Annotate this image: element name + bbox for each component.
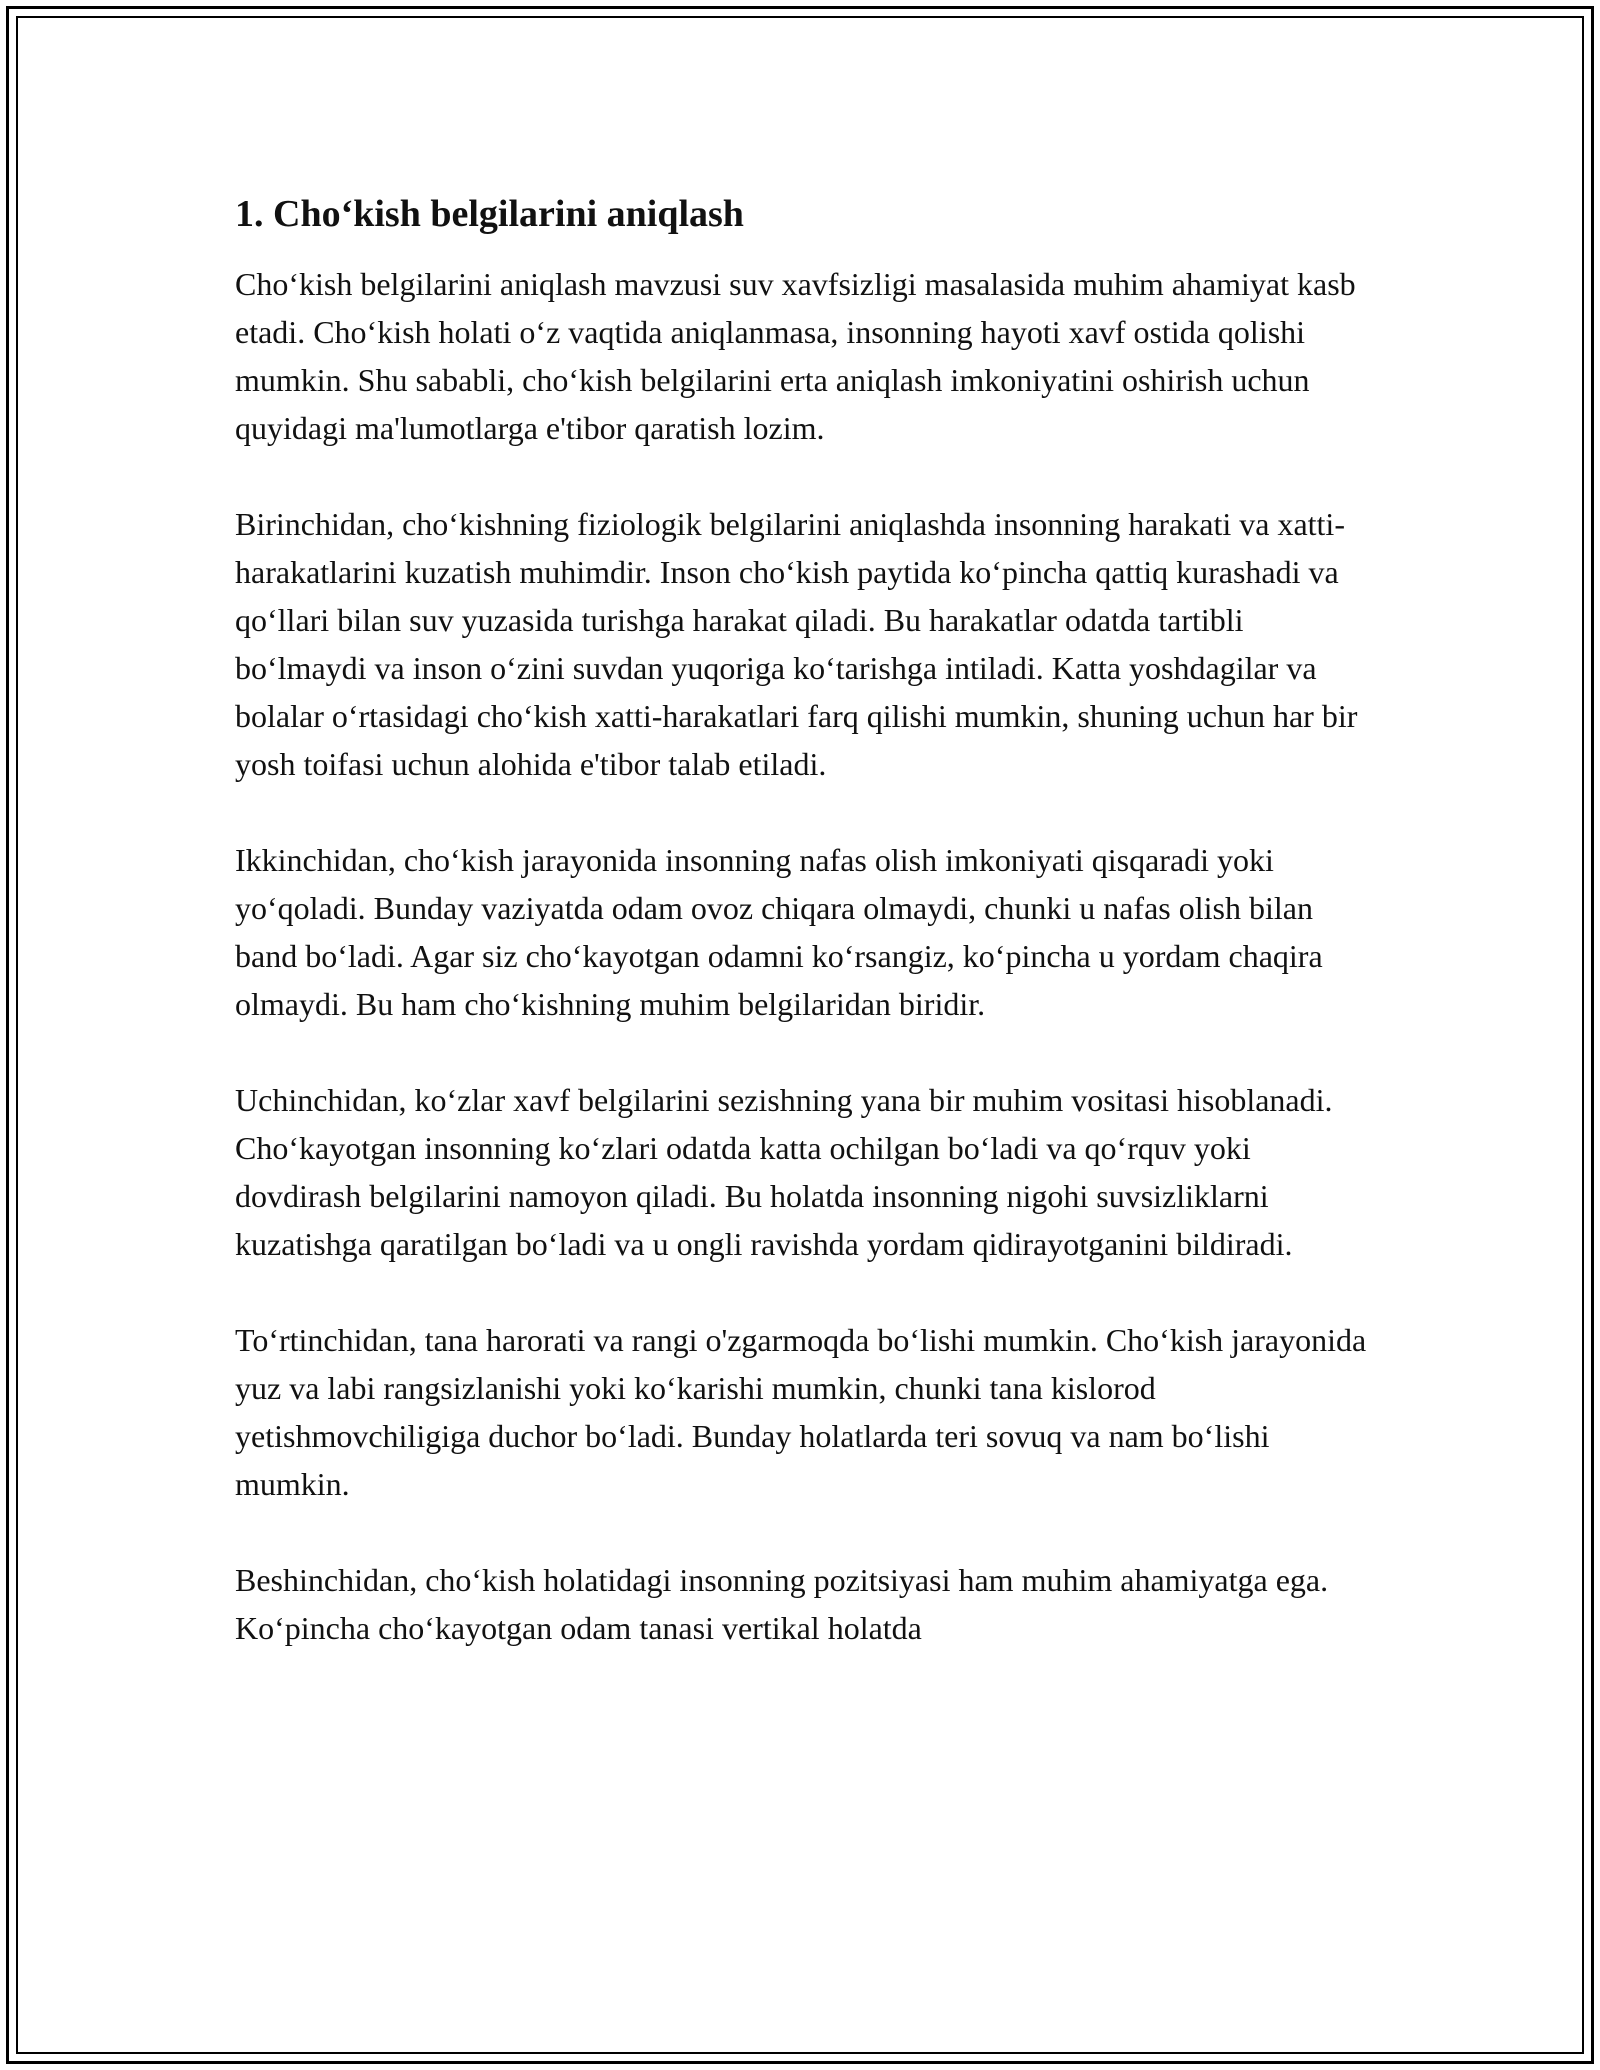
paragraph-intro: Cho‘kish belgilarini aniqlash mavzusi suv xavfsizligi masalasida muhim ahamiyat kasb etadi. Cho‘kish holati o‘z vaqtida aniqlanmasa, insonning hayoti xavf ostida qolishi mumkin. Shu sababli, cho‘kish belgilarini erta aniqlash imkoniyatini oshirish uchun quyidagi ma'lumotlarga e'tibor qaratish lozim. [235, 266, 1356, 446]
paragraph-first: Birinchidan, cho‘kishning fiziologik belgilarini aniqlashda insonning harakati va xatti-harakatlarini kuzatish muhimdir. Inson cho‘kish paytida ko‘pincha qattiq kurashadi va qo‘llari bilan suv yuzasida turishga harakat qiladi. Bu harakatlar odatda tartibli bo‘lmaydi va inson o‘zini suvdan yuqoriga ko‘tarishga intiladi. Katta yoshdagilar va bolalar o‘rtasidagi cho‘kish xatti-harakatlari farq qilishi mumkin, shuning uchun har bir yosh toifasi uchun alohida e'tibor talab etiladi. [235, 506, 1358, 782]
document-body [235, 186, 1375, 1700]
paragraph-fifth: Beshinchidan, cho‘kish holatidagi insonning pozitsiyasi ham muhim ahamiyatga ega. Ko‘pincha cho‘kayotgan odam tanasi vertikal holatda [235, 1562, 1329, 1646]
section-heading: 1. Cho‘kish belgilarini aniqlash [235, 193, 744, 235]
paragraph-third: Uchinchidan, ko‘zlar xavf belgilarini sezishning yana bir muhim vositasi hisoblanadi. Cho‘kayotgan insonning ko‘zlari odatda katta ochilgan bo‘ladi va qo‘rquv yoki dovdirash belgilarini namoyon qiladi. Bu holatda insonning nigohi suvsizliklarni kuzatishga qaratilgan bo‘ladi va u ongli ravishda yordam qidirayotganini bildiradi. [235, 1082, 1333, 1262]
paragraph-fourth: To‘rtinchidan, tana harorati va rangi o'zgarmoqda bo‘lishi mumkin. Cho‘kish jarayonida yuz va labi rangsizlanishi yoki ko‘karishi mumkin, chunki tana kislorod yetishmovchiligiga duchor bo‘ladi. Bunday holatlarda teri sovuq va nam bo‘lishi mumkin. [235, 1322, 1367, 1502]
paragraph-second: Ikkinchidan, cho‘kish jarayonida insonning nafas olish imkoniyati qisqaradi yoki yo‘qoladi. Bunday vaziyatda odam ovoz chiqara olmaydi, chunki u nafas olish bilan band bo‘ladi. Agar siz cho‘kayotgan odamni ko‘rsangiz, ko‘pincha u yordam chaqira olmaydi. Bu ham cho‘kishning muhim belgilaridan biridir. [235, 842, 1323, 1022]
